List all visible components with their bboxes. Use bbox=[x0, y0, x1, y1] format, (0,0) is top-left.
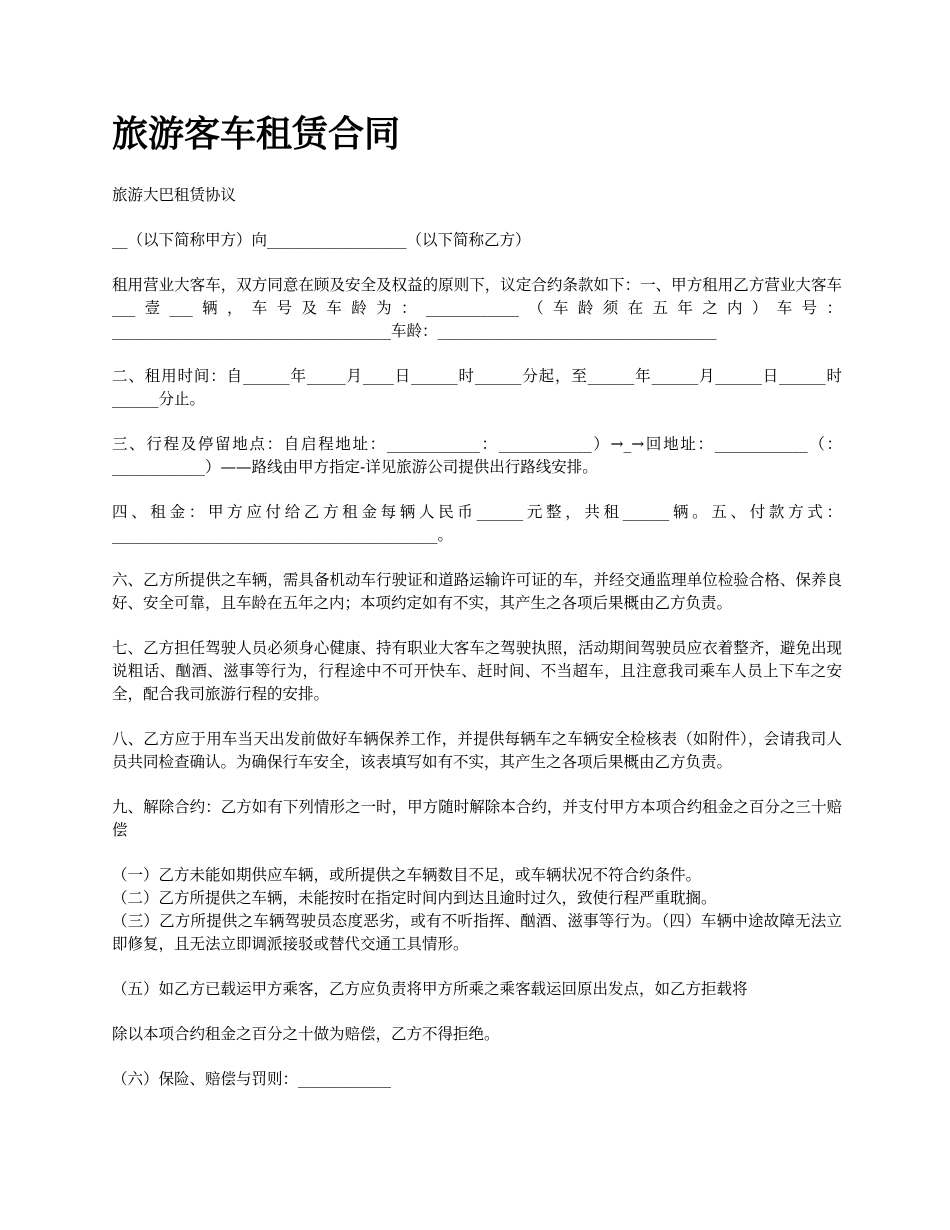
termination-item-1: （一）乙方未能如期供应车辆，或所提供之车辆数目不足，或车辆状况不符合约条件。 bbox=[112, 866, 702, 884]
document-subtitle: 旅游大巴租赁协议 bbox=[112, 186, 237, 204]
paragraph-clause-1: 租用营业大客车，双方同意在顾及安全及权益的原则下，议定合约条款如下：一、甲方租用乙方营业大客车___壹___辆，车号及车龄为：____________（车龄须在五年之内）车号：____________________________________车龄：____________________________________ bbox=[112, 276, 842, 340]
termination-clauses bbox=[112, 864, 842, 956]
termination-item-5: （五）如乙方已载运甲方乘客，乙方应负责将甲方所乘之乘客载运回原出发点，如乙方拒载将 bbox=[112, 980, 748, 998]
paragraph-clause-7: 七、乙方担任驾驶人员必须身心健康、持有职业大客车之驾驶执照，活动期间驾驶员应衣着整齐，避免出现说粗话、酗酒、滋事等行为，行程途中不可开快车、赶时间、不当超车，且注意我司乘车人员上下车之安全，配合我司旅游行程的安排。 bbox=[112, 639, 842, 703]
paragraph-clause-6: 六、乙方所提供之车辆，需具备机动车行驶证和道路运输许可证的车，并经交通监理单位检验合格、保养良好、安全可靠，且车龄在五年之内；本项约定如有不实，其产生之各项后果概由乙方负责。 bbox=[112, 571, 842, 612]
paragraph-clause-9: 九、解除合约：乙方如有下列情形之一时，甲方随时解除本合约，并支付甲方本项合约租金之百分之三十赔偿 bbox=[112, 798, 842, 839]
paragraph-clause-4-5: 四、租金：甲方应付给乙方租金每辆人民币______元整，共租______辆。五、付款方式：__________________________________________。 bbox=[112, 503, 842, 544]
paragraph-clause-3: 三、行程及停留地点：自启程地址：____________：____________）→_→回地址：____________（：____________）——路线由甲方指定-详见旅游公司提供出行路线安排。 bbox=[112, 435, 842, 476]
paragraph-clause-8: 八、乙方应于用车当天出发前做好车辆保养工作，并提供每辆车之车辆安全检核表（如附件），会请我司人员共同检查确认。为确保行车安全，该表填写如有不实，其产生之各项后果概由乙方负责。 bbox=[112, 730, 842, 771]
paragraph-clause-2: 二、租用时间：自______年_____月____日______时______分起，至______年______月______日______时______分止。 bbox=[112, 367, 842, 408]
insurance-clause: （六）保险、赔偿与罚则：____________ bbox=[112, 1070, 392, 1088]
termination-item-3-4: （三）乙方所提供之车辆驾驶员态度恶劣，或有不听指挥、酗酒、滋事等行为。（四）车辆中途故障无法立即修复，且无法立即调派接驳或替代交通工具情形。 bbox=[112, 912, 842, 953]
paragraph-parties: __（以下简称甲方）向__________________（以下简称乙方） bbox=[112, 231, 531, 249]
compensation-note: 除以本项合约租金之百分之十做为赔偿，乙方不得拒绝。 bbox=[112, 1025, 500, 1043]
document-title: 旅游客车租赁合同 bbox=[112, 113, 401, 155]
termination-item-2: （二）乙方所提供之车辆，未能按时在指定时间内到达且逾时过久，致使行程严重耽搁。 bbox=[112, 889, 717, 907]
